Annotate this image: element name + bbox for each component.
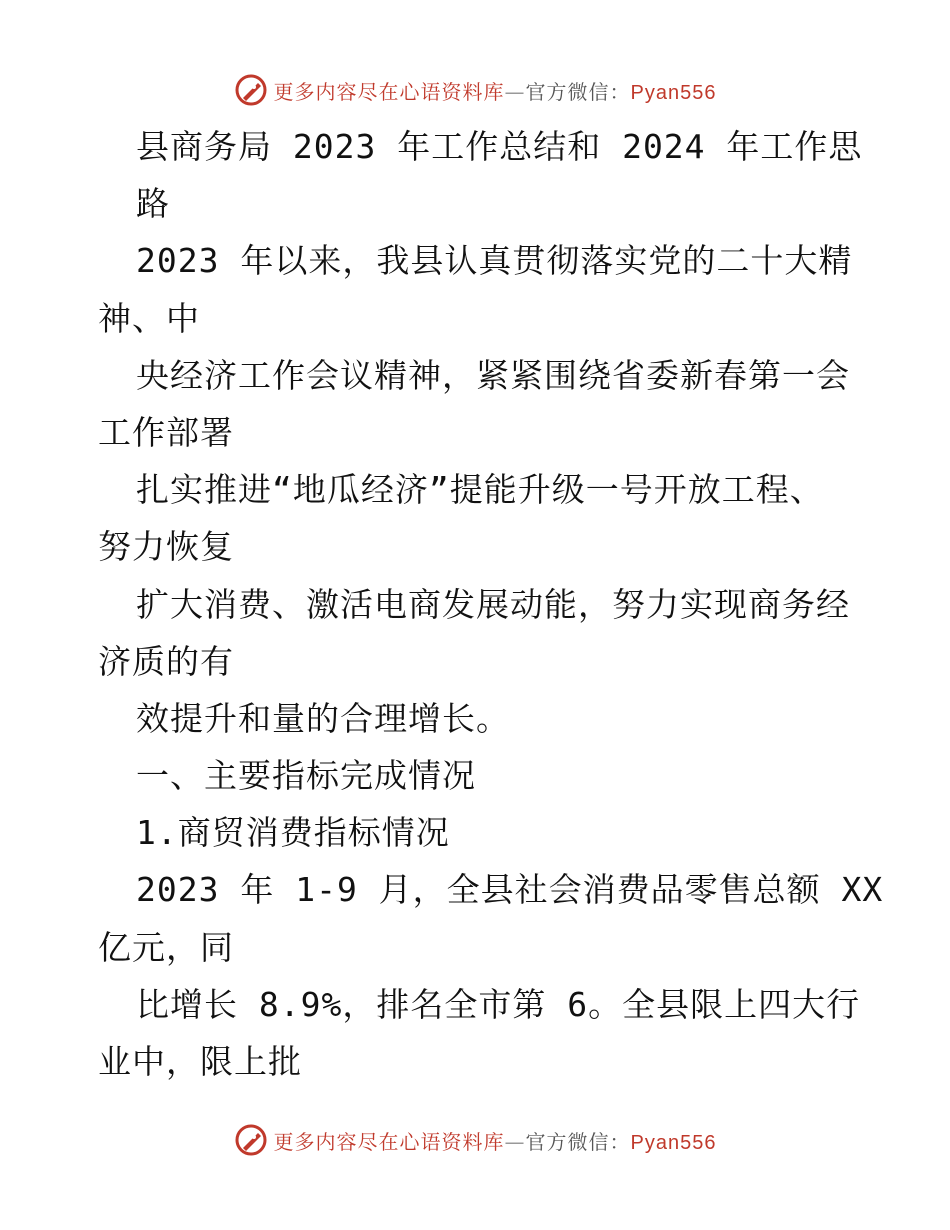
watermark-text: [274, 76, 717, 105]
document-line: 央经济工作会议精神，紧紧围绕省委新春第一会: [136, 355, 850, 395]
document-line: 路: [136, 184, 170, 224]
document-line: 比增长 8.9%，排名全市第 6。全县限上四大行: [136, 984, 861, 1024]
watermark-main-text: 更多内容尽在心语资料库: [273, 79, 505, 104]
watermark-separator: —: [504, 79, 526, 104]
document-line: 效提升和量的合理增长。: [136, 698, 510, 738]
document-line: 扎实推进“地瓜经济”提能升级一号开放工程、: [136, 470, 824, 510]
watermark-suffix-text: 官方微信：: [525, 1129, 631, 1154]
document-line: 2023 年 1-9 月，全县社会消费品零售总额 XX: [136, 870, 884, 910]
document-line: 1.商贸消费指标情况: [136, 813, 450, 853]
watermark-account-id: Pyan556: [630, 81, 717, 104]
document-line: 业中，限上批: [98, 1042, 302, 1081]
document-line: 一、主要指标完成情况: [136, 756, 476, 796]
document-line: 济质的有: [98, 641, 234, 681]
document-line: 县商务局 2023 年工作总结和 2024 年工作思: [136, 127, 863, 166]
document-body: [98, 118, 884, 1090]
document-line: 2023 年以来，我县认真贯彻落实党的二十大精: [136, 241, 853, 281]
pen-logo-icon: [234, 1123, 268, 1157]
document-line: 努力恢复: [98, 527, 234, 567]
watermark-main-text: 更多内容尽在心语资料库: [273, 1129, 505, 1154]
document-line: 工作部署: [98, 412, 234, 452]
header-watermark: [0, 70, 950, 110]
watermark-suffix-text: 官方微信：: [525, 79, 631, 104]
document-line: 扩大消费、激活电商发展动能，努力实现商务经: [136, 584, 850, 624]
pen-logo-icon: [234, 73, 268, 107]
document-line: 神、中: [98, 298, 200, 338]
watermark-account-id: Pyan556: [630, 1131, 717, 1154]
watermark-text: [274, 1126, 717, 1155]
document-line: 亿元，同: [98, 927, 234, 967]
watermark-separator: —: [504, 1129, 526, 1154]
footer-watermark: [0, 1120, 950, 1160]
